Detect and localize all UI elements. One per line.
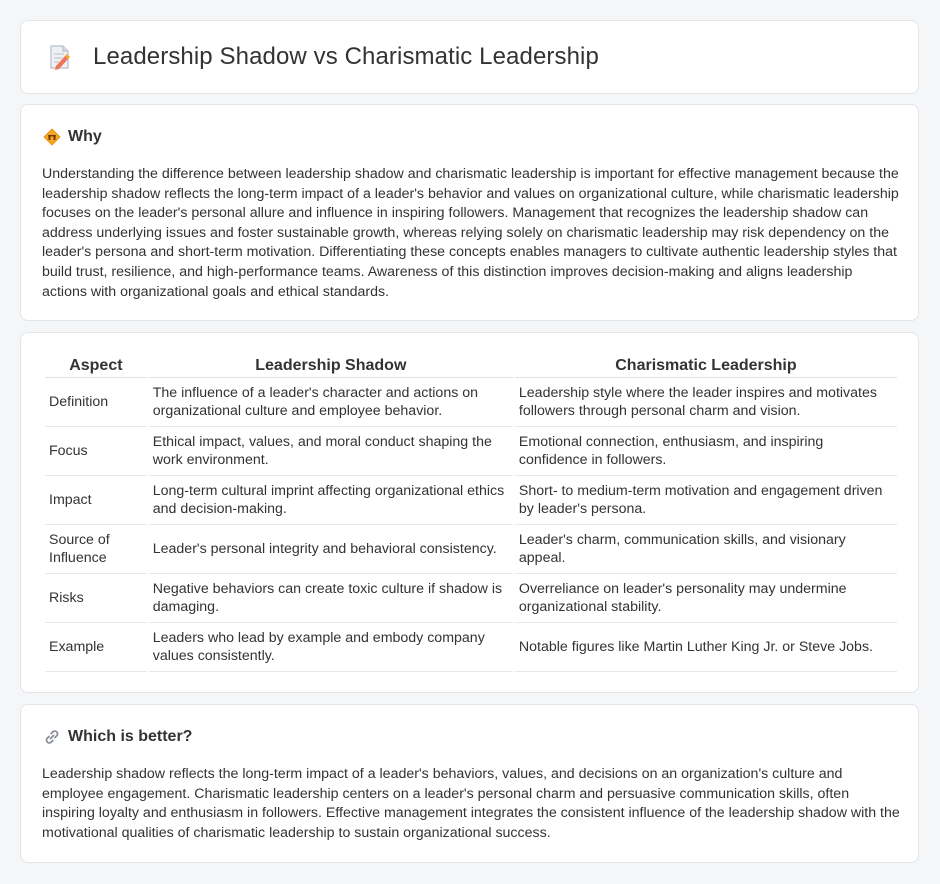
which-is-better-card (20, 704, 919, 863)
table-header-row (45, 354, 897, 378)
row-leadership-shadow: Leaders who lead by example and embody company values consistently. (149, 623, 513, 672)
table-row (45, 623, 897, 672)
row-aspect: Example (45, 623, 147, 672)
why-title: Why (68, 128, 102, 145)
row-charismatic-leadership: Overreliance on leader's personality may undermine organizational stability. (515, 574, 897, 623)
row-leadership-shadow: Leader's personal integrity and behavioral consistency. (149, 525, 513, 574)
row-charismatic-leadership: Leadership style where the leader inspires and motivates followers through personal charm and vision. (515, 378, 897, 427)
table-row (45, 525, 897, 574)
row-leadership-shadow: The influence of a leader's character and actions on organizational culture and employee behavior. (149, 378, 513, 427)
row-aspect: Source of Influence (45, 525, 147, 574)
table-row (45, 476, 897, 525)
row-aspect: Definition (45, 378, 147, 427)
row-charismatic-leadership: Notable figures like Martin Luther King Jr. or Steve Jobs. (515, 623, 897, 672)
table-row (45, 378, 897, 427)
diamond-warning-icon (43, 128, 61, 146)
column-header-charismatic-leadership: Charismatic Leadership (515, 354, 897, 378)
why-card (20, 104, 919, 321)
table-row (45, 427, 897, 476)
row-leadership-shadow: Long-term cultural imprint affecting organizational ethics and decision-making. (149, 476, 513, 525)
better-title: Which is better? (68, 728, 193, 745)
header-card (20, 20, 919, 94)
column-header-aspect: Aspect (45, 354, 147, 378)
row-aspect: Impact (45, 476, 147, 525)
row-aspect: Risks (45, 574, 147, 623)
column-header-leadership-shadow: Leadership Shadow (149, 354, 513, 378)
why-text: Understanding the difference between leadership shadow and charismatic leadership is important for effective management because the leadership shadow reflects the long-term impact of a leader's behavior and values on organizational culture, while charismatic leadership focuses on the leader's personal allure and influence in inspiring followers. Management that recognizes the leadership shadow can address underlying issues and foster sustainable growth, whereas relying solely on charismatic leadership may risk dependency on the leader's persona and short-term motivation. Differentiating these concepts enables managers to cultivate authentic leadership styles that build trust, resilience, and high-performance teams. Awareness of this distinction improves decision-making and aligns leadership actions with organizational goals and ethical standards. (42, 166, 899, 300)
row-aspect: Focus (45, 427, 147, 476)
row-leadership-shadow: Negative behaviors can create toxic culture if shadow is damaging. (149, 574, 513, 623)
row-charismatic-leadership: Leader's charm, communication skills, and visionary appeal. (515, 525, 897, 574)
comparison-card (20, 332, 919, 693)
row-leadership-shadow: Ethical impact, values, and moral conduct shaping the work environment. (149, 427, 513, 476)
row-charismatic-leadership: Emotional connection, enthusiasm, and inspiring confidence in followers. (515, 427, 897, 476)
page-title: Leadership Shadow vs Charismatic Leadership (93, 43, 599, 70)
comparison-table (43, 354, 899, 672)
better-text: Leadership shadow reflects the long-term impact of a leader's behaviors, values, and decisions on an organization's culture and employee engagement. Charismatic leadership centers on a leader's personal charm and persuasive communication skills, often inspiring loyalty and enthusiasm in followers. Effective management integrates the consistent influence of the leadership shadow with the motivational qualities of charismatic leadership to sustain organizational success. (42, 766, 900, 841)
header-row (21, 21, 918, 93)
why-heading (43, 128, 102, 146)
better-heading (43, 728, 192, 746)
link-icon (43, 728, 61, 746)
document-pencil-icon (45, 43, 73, 71)
row-charismatic-leadership: Short- to medium-term motivation and engagement driven by leader's persona. (515, 476, 897, 525)
table-row (45, 574, 897, 623)
